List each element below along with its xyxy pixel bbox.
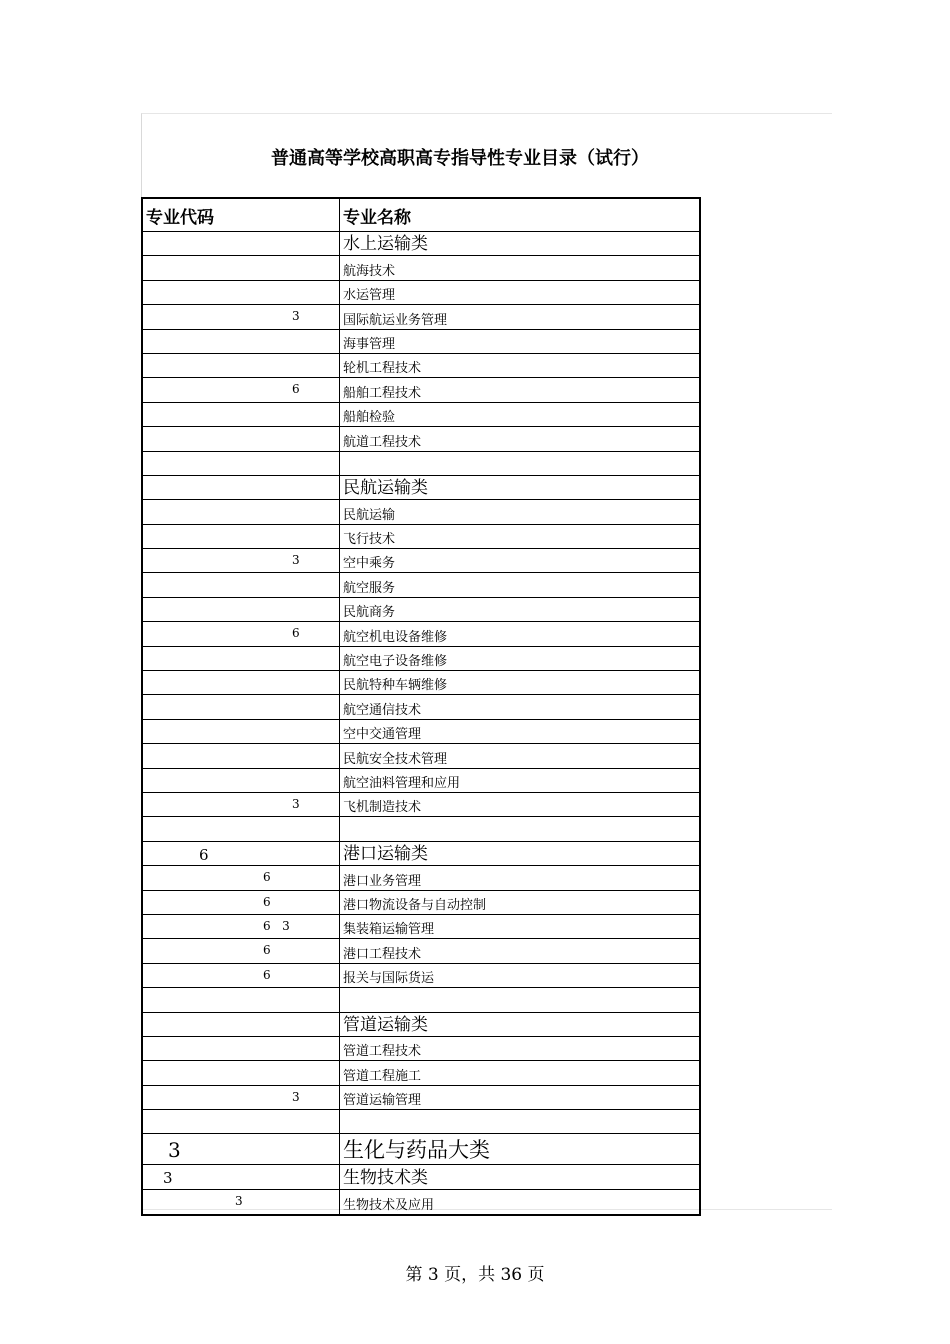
name-cell: 报关与国际货运	[343, 971, 435, 987]
table-row	[143, 378, 699, 402]
code-cell	[143, 793, 340, 816]
name-cell: 船舶工程技术	[343, 385, 422, 401]
code-cell	[143, 1037, 340, 1060]
name-cell: 航空服务	[343, 580, 396, 596]
name-cell: 集装箱运输管理	[343, 922, 435, 938]
table-header	[143, 199, 699, 232]
name-cell: 管道运输类	[343, 1014, 428, 1035]
code-cell	[143, 891, 340, 914]
code-cell	[143, 549, 340, 572]
code-cell	[143, 476, 340, 499]
code-cell	[143, 744, 340, 767]
code-cell	[143, 232, 340, 255]
table-row	[143, 330, 699, 354]
table-row	[143, 1013, 699, 1037]
code-cell	[143, 525, 340, 548]
code-cell	[143, 452, 340, 475]
table-row	[143, 305, 699, 329]
code-cell	[143, 988, 340, 1011]
table-row	[143, 1037, 699, 1061]
table-row	[143, 500, 699, 524]
code-value: 3	[163, 1169, 173, 1188]
name-cell: 海事管理	[343, 336, 396, 352]
table-row	[143, 232, 699, 256]
code-cell	[143, 1061, 340, 1084]
table-row	[143, 1086, 699, 1110]
code-cell	[143, 939, 340, 962]
table-row	[143, 452, 699, 476]
name-cell: 航道工程技术	[343, 434, 422, 450]
name-cell	[340, 452, 699, 475]
page-footer	[0, 1260, 950, 1285]
code-cell	[143, 573, 340, 596]
header-code: 专业代码	[143, 199, 340, 231]
code-cell	[143, 769, 340, 792]
name-cell: 空中乘务	[343, 556, 396, 572]
table-row	[143, 427, 699, 451]
name-cell: 航空油料管理和应用	[343, 775, 461, 791]
header-name: 专业名称	[343, 207, 411, 228]
table-row	[143, 769, 699, 793]
code-value: 6	[263, 870, 271, 885]
table-row	[143, 354, 699, 378]
table-row	[143, 915, 699, 939]
table-row	[143, 1190, 699, 1214]
code-cell	[143, 695, 340, 718]
table-row	[143, 939, 699, 963]
table-row	[143, 817, 699, 841]
name-cell: 港口物流设备与自动控制	[343, 897, 487, 913]
name-cell: 港口运输类	[343, 844, 428, 865]
table-row	[143, 793, 699, 817]
table-row	[143, 695, 699, 719]
code-cell	[143, 915, 340, 938]
name-cell: 国际航运业务管理	[343, 312, 448, 328]
code-cell	[143, 964, 340, 987]
table-row	[143, 1110, 699, 1134]
code-cell	[143, 354, 340, 377]
name-cell: 民航安全技术管理	[343, 751, 448, 767]
code-value: 6	[292, 382, 300, 397]
name-cell: 生物技术类	[343, 1167, 428, 1188]
code-cell	[143, 378, 340, 401]
name-cell: 航空通信技术	[343, 702, 422, 718]
code-value: 6	[292, 626, 300, 641]
name-cell: 轮机工程技术	[343, 361, 422, 377]
code-cell	[143, 671, 340, 694]
code-cell	[143, 720, 340, 743]
table-row	[143, 573, 699, 597]
table-row	[143, 622, 699, 646]
code-cell	[143, 866, 340, 889]
name-cell: 民航运输类	[343, 478, 428, 499]
name-cell: 飞行技术	[343, 532, 396, 548]
code-value: 6	[263, 967, 271, 982]
name-cell: 管道运输管理	[343, 1093, 422, 1109]
name-cell: 水运管理	[343, 288, 396, 304]
name-cell: 航空机电设备维修	[343, 629, 448, 645]
table-row	[143, 1134, 699, 1165]
table-body	[143, 232, 699, 1214]
table-row	[143, 1061, 699, 1085]
table-row	[143, 549, 699, 573]
code-cell	[143, 842, 340, 865]
code-cell	[143, 1190, 340, 1214]
code-value: 3	[292, 553, 300, 568]
name-cell: 管道工程施工	[343, 1068, 422, 1084]
table-row	[143, 281, 699, 305]
name-cell: 空中交通管理	[343, 727, 422, 743]
code-value: 3	[292, 1089, 300, 1104]
code-cell	[143, 427, 340, 450]
code-value: 3	[292, 796, 300, 811]
code-cell	[143, 647, 340, 670]
table-row	[143, 256, 699, 280]
table-row	[143, 988, 699, 1012]
name-cell: 民航商务	[343, 605, 396, 621]
name-cell: 生化与药品大类	[343, 1138, 490, 1163]
code-value: 6 3	[263, 918, 290, 933]
name-cell	[340, 817, 699, 840]
name-cell: 船舶检验	[343, 410, 396, 426]
table-row	[143, 647, 699, 671]
code-value: 6	[263, 943, 271, 958]
table-row	[143, 964, 699, 988]
name-cell: 港口业务管理	[343, 873, 422, 889]
name-cell: 管道工程技术	[343, 1044, 422, 1060]
name-cell	[340, 988, 699, 1011]
table-row	[143, 476, 699, 500]
table-row	[143, 1165, 699, 1189]
table-row	[143, 598, 699, 622]
page-number: 第 3 页，共 36 页	[405, 1265, 545, 1285]
code-cell	[143, 1110, 340, 1133]
table-row	[143, 525, 699, 549]
code-value: 6	[199, 845, 209, 864]
code-value: 3	[292, 309, 300, 324]
name-cell: 水上运输类	[343, 234, 428, 255]
name-cell: 港口工程技术	[343, 946, 422, 962]
name-cell: 生物技术及应用	[343, 1198, 435, 1214]
major-table	[141, 197, 701, 1216]
code-value: 3	[235, 1193, 243, 1208]
code-cell	[143, 500, 340, 523]
name-cell: 民航运输	[343, 507, 396, 523]
code-value: 3	[168, 1138, 181, 1163]
code-cell	[143, 330, 340, 353]
code-cell	[143, 1134, 340, 1164]
code-cell	[143, 1086, 340, 1109]
table-row	[143, 671, 699, 695]
table-row	[143, 891, 699, 915]
table-row	[143, 720, 699, 744]
name-cell: 航海技术	[343, 263, 396, 279]
code-cell	[143, 622, 340, 645]
name-cell	[340, 1110, 699, 1133]
code-cell	[143, 305, 340, 328]
name-cell: 民航特种车辆维修	[343, 678, 448, 694]
code-cell	[143, 403, 340, 426]
table-row	[143, 744, 699, 768]
table-row	[143, 866, 699, 890]
code-cell	[143, 281, 340, 304]
table-row	[143, 842, 699, 866]
code-cell	[143, 1013, 340, 1036]
name-cell: 航空电子设备维修	[343, 654, 448, 670]
name-cell: 飞机制造技术	[343, 800, 422, 816]
code-cell	[143, 256, 340, 279]
code-cell	[143, 817, 340, 840]
table-row	[143, 403, 699, 427]
code-cell	[143, 598, 340, 621]
code-value: 6	[263, 894, 271, 909]
page-title: 普通高等学校高职高专指导性专业目录（试行）	[271, 148, 649, 169]
code-cell	[143, 1165, 340, 1188]
